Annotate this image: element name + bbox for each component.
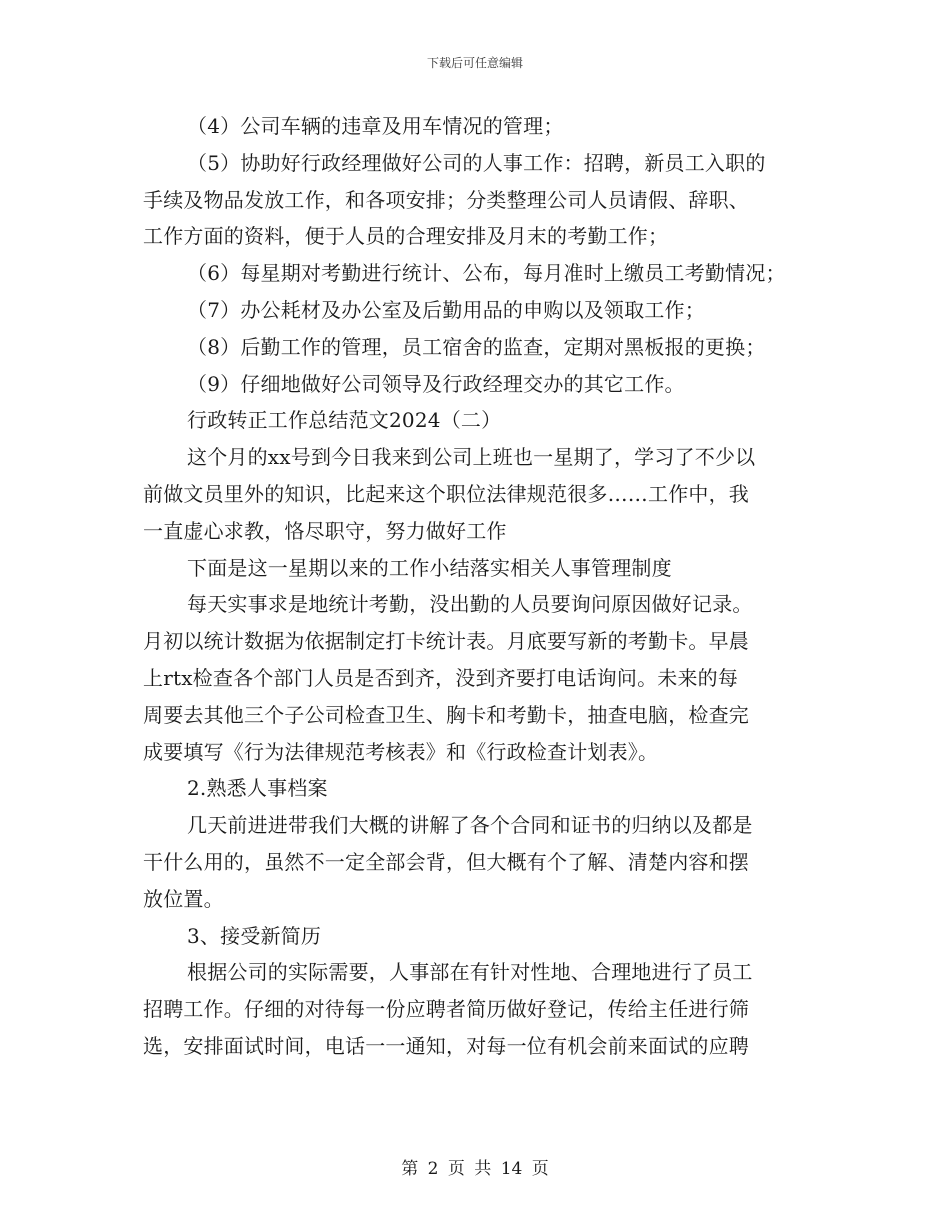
paragraph-line: 前做文员里外的知识，比起来这个职位法律规范很多……工作中，我 <box>143 481 749 506</box>
paragraph-line: 周要去其他三个子公司检查卫生、胸卡和考勤卡，抽查电脑，检查完 <box>143 702 749 727</box>
paragraph-line: 根据公司的实际需要，人事部在有针对性地、合理地进行了员工 <box>187 960 753 985</box>
paragraph-line: （8）后勤工作的管理，员工宿舍的监查，定期对黑板报的更换； <box>187 334 766 359</box>
paragraph-line: （5）协助好行政经理做好公司的人事工作：招聘，新员工入职的 <box>187 150 766 175</box>
subsection-heading: 3、接受新简历 <box>187 923 322 948</box>
paragraph-line: 选，安排面试时间，电话一一通知，对每一位有机会前来面试的应聘 <box>143 1033 749 1058</box>
paragraph-line: 放位置。 <box>143 886 224 911</box>
paragraph-line: 干什么用的，虽然不一定全部会背，但大概有个了解、清楚内容和摆 <box>143 849 749 874</box>
paragraph-line: （6）每星期对考勤进行统计、公布，每月准时上缴员工考勤情况； <box>187 261 786 286</box>
document-body <box>143 108 815 1065</box>
paragraph-line: 上rtx检查各个部门人员是否到齐，没到齐要打电话询问。未来的每 <box>143 665 739 690</box>
paragraph-line: 这个月的xx号到今日我来到公司上班也一星期了，学习了不少以 <box>187 445 756 470</box>
paragraph-line: （9）仔细地做好公司领导及行政经理交办的其它工作。 <box>187 371 685 396</box>
paragraph-line: 手续及物品发放工作，和各项安排；分类整理公司人员请假、辞职、 <box>143 187 749 212</box>
paragraph-line: 招聘工作。仔细的对待每一份应聘者简历做好登记，传给主任进行筛 <box>143 997 749 1022</box>
paragraph-line: 月初以统计数据为依据制定打卡统计表。月底要写新的考勤卡。早晨 <box>143 629 749 654</box>
paragraph-line: 几天前进进带我们大概的讲解了各个合同和证书的归纳以及都是 <box>187 813 753 838</box>
paragraph-line: （7）办公耗材及办公室及后勤用品的申购以及领取工作； <box>187 297 705 322</box>
paragraph-line: 一直虚心求教，恪尽职守，努力做好工作 <box>143 518 507 543</box>
paragraph-line: 工作方面的资料，便于人员的合理安排及月末的考勤工作； <box>143 224 669 249</box>
paragraph-line: （4）公司车辆的违章及用车情况的管理； <box>187 114 564 138</box>
paragraph-line: 每天实事求是地统计考勤，没出勤的人员要询问原因做好记录。 <box>187 592 753 617</box>
paragraph-line: 下面是这一星期以来的工作小结落实相关人事管理制度 <box>187 555 672 580</box>
page-number: 第 2 页 共 14 页 <box>401 1159 549 1179</box>
paragraph-line: 成要填写《行为法律规范考核表》和《行政检查计划表》。 <box>143 739 659 764</box>
subsection-heading: 2.熟悉人事档案 <box>187 776 328 801</box>
section-heading: 行政转正工作总结范文2024（二） <box>187 408 502 433</box>
page-header-note: 下载后可任意编辑 <box>426 56 523 70</box>
